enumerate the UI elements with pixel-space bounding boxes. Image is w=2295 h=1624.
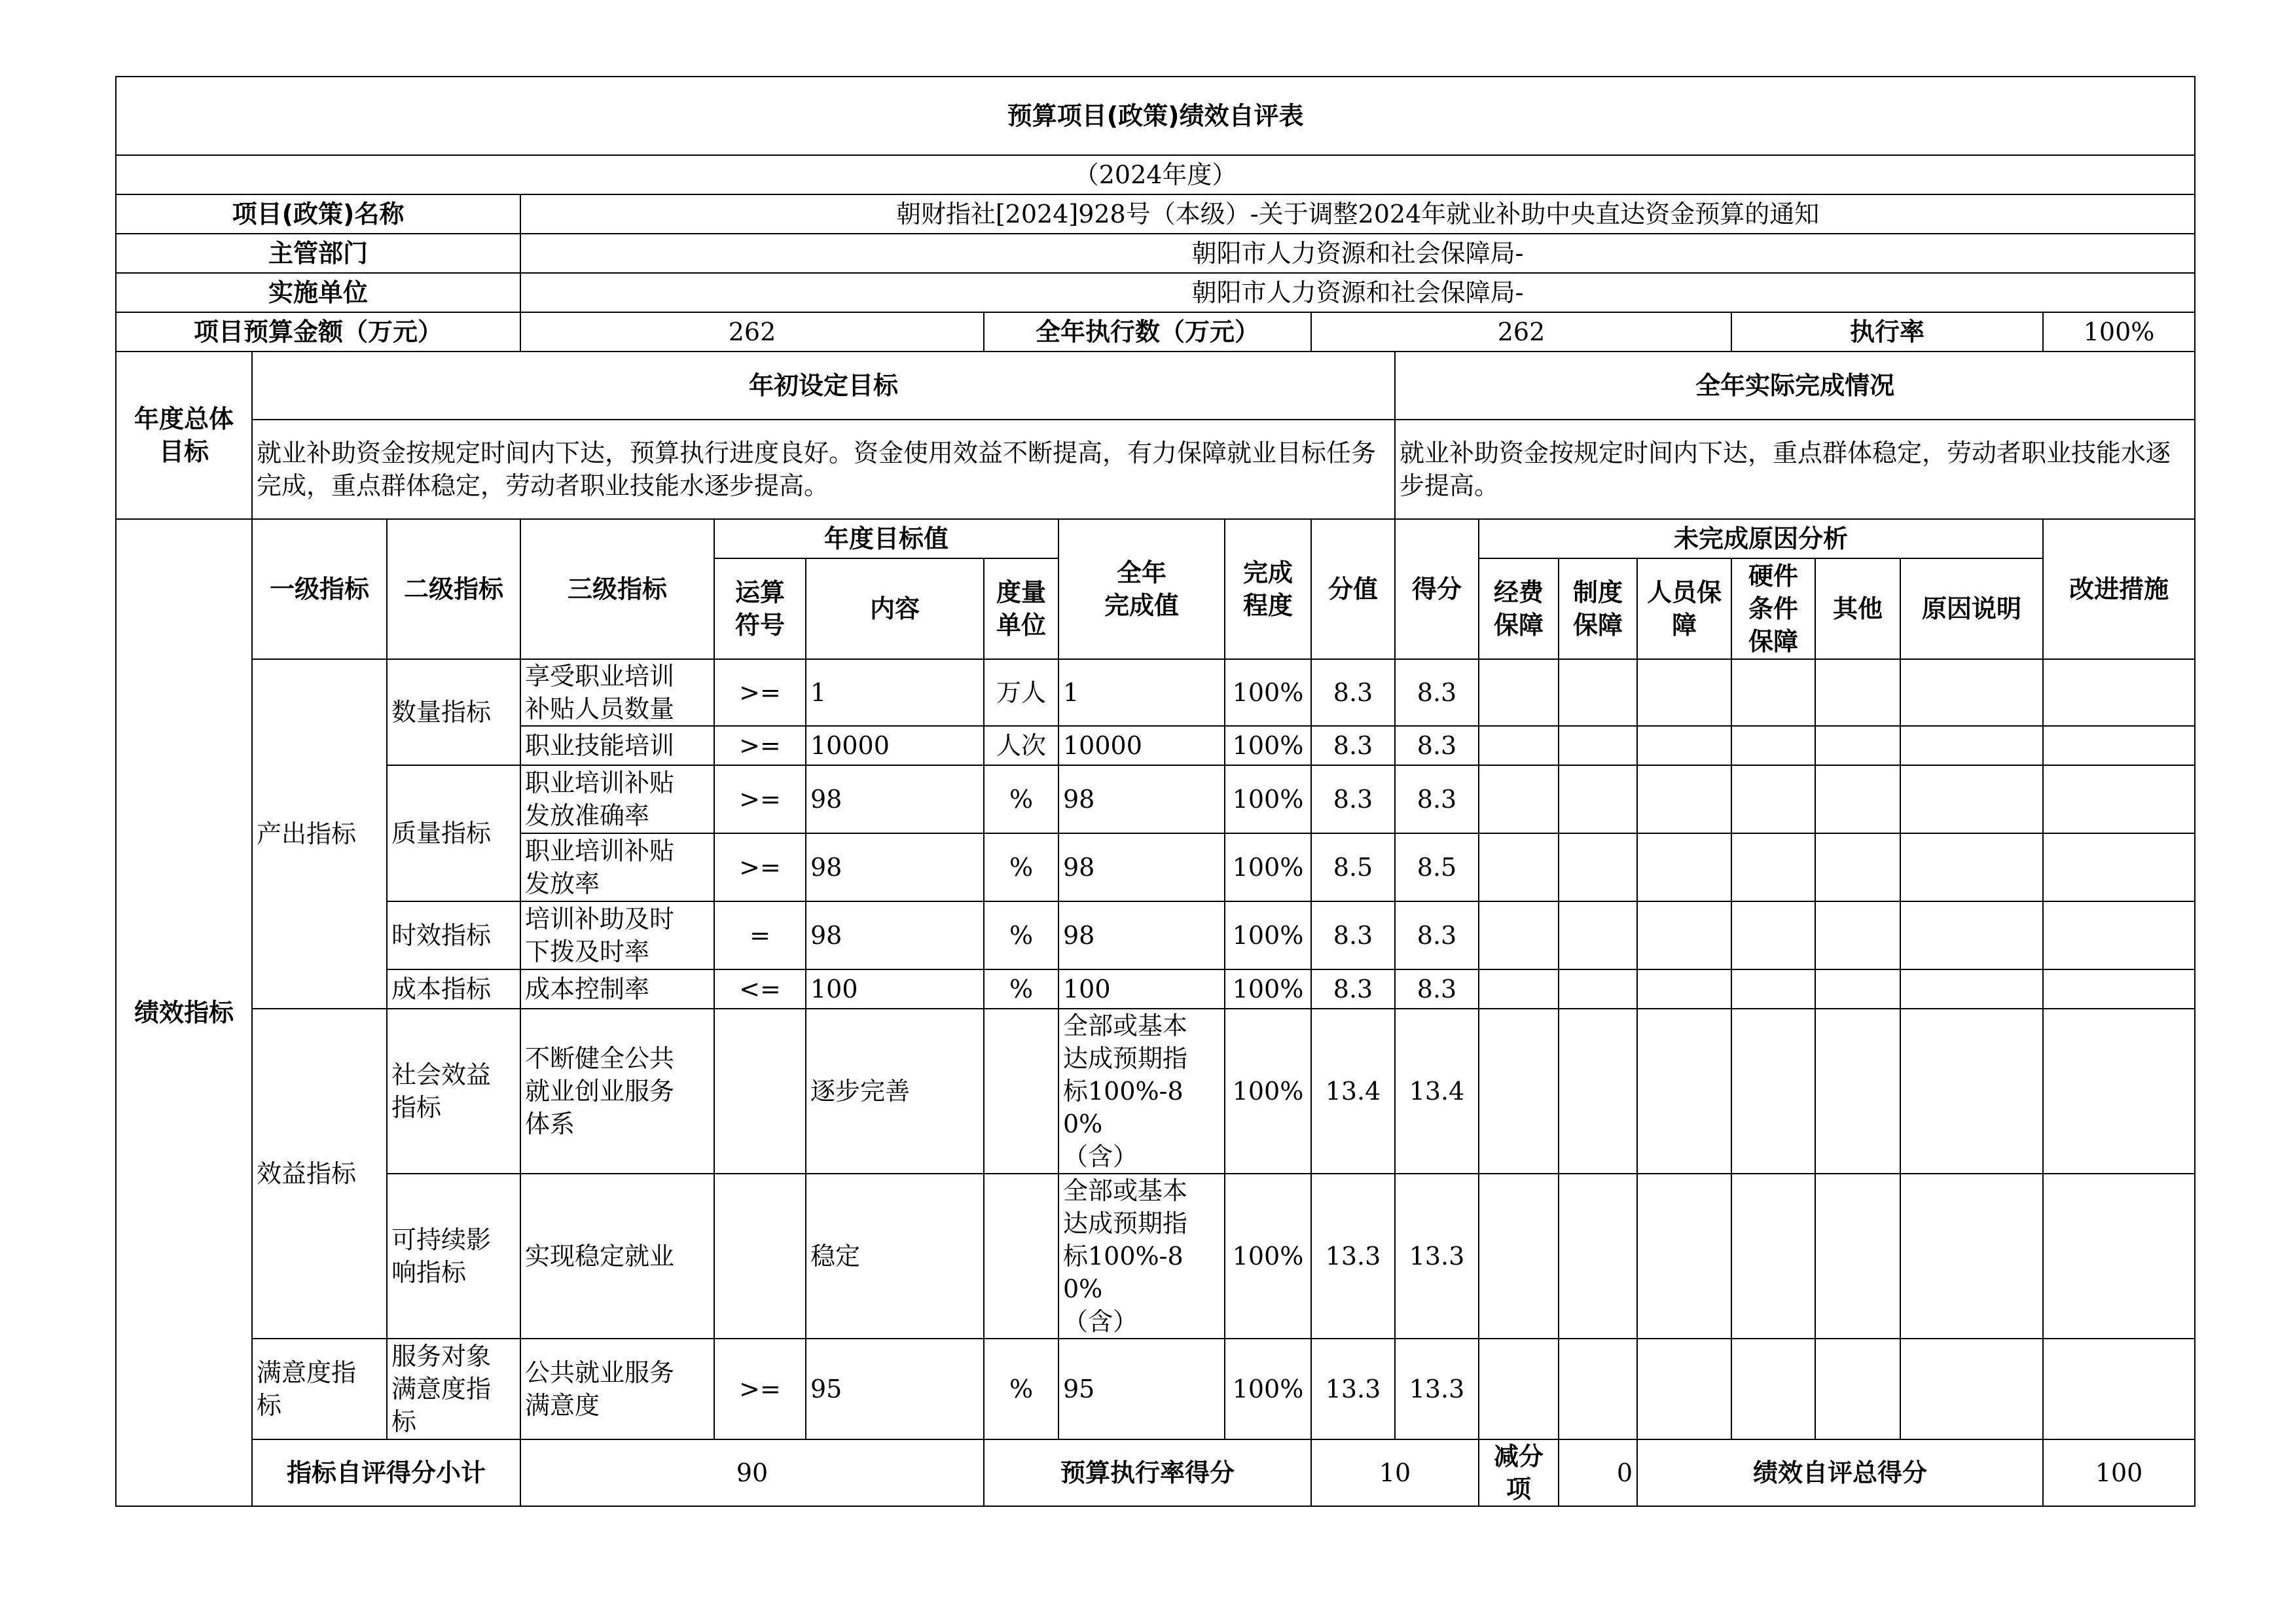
- content-header: 内容: [806, 558, 984, 659]
- completion-cell: 100%: [1225, 659, 1311, 726]
- unit-cell: %: [984, 1339, 1058, 1439]
- table-row: [116, 1009, 2195, 1174]
- content-cell: 100: [806, 969, 984, 1009]
- actual-cell: 98: [1058, 901, 1225, 969]
- rate-value: 100%: [2043, 312, 2195, 352]
- content-cell: 98: [806, 901, 984, 969]
- operator-cell: >=: [714, 726, 806, 765]
- score-cell: 8.3: [1395, 659, 1479, 726]
- table-row: [116, 659, 2195, 726]
- target-group-header: 年度目标值: [714, 519, 1058, 558]
- level1-benefit: 效益指标: [252, 1009, 387, 1339]
- level3-cell: 公共就业服务 满意度: [520, 1339, 714, 1439]
- actual-cell: 100: [1058, 969, 1225, 1009]
- score-value-header: 分值: [1311, 519, 1395, 659]
- operator-cell: <=: [714, 969, 806, 1009]
- value-cell: 8.3: [1311, 765, 1395, 833]
- content-cell: 10000: [806, 726, 984, 765]
- unit-label: 实施单位: [116, 273, 520, 312]
- value-cell: 13.3: [1311, 1339, 1395, 1439]
- project-name: 朝财指社[2024]928号（本级）-关于调整2024年就业补助中央直达资金预算的通知: [520, 194, 2195, 234]
- subtotal-label: 指标自评得分小计: [252, 1439, 520, 1506]
- actual-cell: 95: [1058, 1339, 1225, 1439]
- content-cell: 98: [806, 833, 984, 901]
- level2-quantity: 数量指标: [387, 659, 520, 765]
- table-row: [116, 765, 2195, 833]
- score-cell: 8.3: [1395, 765, 1479, 833]
- budget-value: 262: [520, 312, 984, 352]
- level2-service: 服务对象 满意度指 标: [387, 1339, 520, 1439]
- level2-sustain: 可持续影 响指标: [387, 1174, 520, 1339]
- actual-cell: 98: [1058, 833, 1225, 901]
- budget-score-value: 10: [1311, 1439, 1479, 1506]
- operator-cell: >=: [714, 1339, 806, 1439]
- actual-goal-label: 全年实际完成情况: [1395, 352, 2195, 420]
- content-cell: 1: [806, 659, 984, 726]
- unit-cell: %: [984, 765, 1058, 833]
- score-cell: 8.5: [1395, 833, 1479, 901]
- page-title: 预算项目(政策)绩效自评表: [116, 77, 2195, 155]
- operator-cell: =: [714, 901, 806, 969]
- value-cell: 8.3: [1311, 901, 1395, 969]
- planned-goal-label: 年初设定目标: [252, 352, 1395, 420]
- actual-cell: 全部或基本 达成预期指 标100%-80% （含）: [1058, 1009, 1225, 1174]
- table-row: [116, 1174, 2195, 1339]
- completion-cell: 100%: [1225, 1339, 1311, 1439]
- completion-cell: 100%: [1225, 901, 1311, 969]
- value-cell: 13.4: [1311, 1009, 1395, 1174]
- content-cell: 95: [806, 1339, 984, 1439]
- unit-cell: %: [984, 833, 1058, 901]
- actual-cell: 1: [1058, 659, 1225, 726]
- level1-header: 一级指标: [252, 519, 387, 659]
- level2-cost: 成本指标: [387, 969, 520, 1009]
- deduct-value: 0: [1559, 1439, 1637, 1506]
- reason-group-header: 未完成原因分析: [1479, 519, 2043, 558]
- score-cell: 13.3: [1395, 1339, 1479, 1439]
- actual-cell: 98: [1058, 765, 1225, 833]
- actual-cell: 10000: [1058, 726, 1225, 765]
- budget-label: 项目预算金额（万元）: [116, 312, 520, 352]
- level2-quality: 质量指标: [387, 765, 520, 901]
- level3-cell: 实现稳定就业: [520, 1174, 714, 1339]
- actual-cell: 全部或基本 达成预期指 标100%-80% （含）: [1058, 1174, 1225, 1339]
- rate-label: 执行率: [1731, 312, 2043, 352]
- score-cell: 8.3: [1395, 726, 1479, 765]
- operator-cell: >=: [714, 765, 806, 833]
- operator-header: 运算 符号: [714, 558, 806, 659]
- subtotal-value: 90: [520, 1439, 984, 1506]
- table-row: [116, 969, 2195, 1009]
- actual-goal-text: 就业补助资金按规定时间内下达，重点群体稳定，劳动者职业技能水逐步提高。: [1395, 420, 2195, 519]
- value-cell: 8.3: [1311, 726, 1395, 765]
- completion-header: 完成 程度: [1225, 519, 1311, 659]
- completion-cell: 100%: [1225, 726, 1311, 765]
- level3-cell: 享受职业培训 补贴人员数量: [520, 659, 714, 726]
- score-cell: 8.3: [1395, 969, 1479, 1009]
- dept-value: 朝阳市人力资源和社会保障局-: [520, 234, 2195, 273]
- deduct-label: 减分项: [1479, 1439, 1559, 1506]
- dept-label: 主管部门: [116, 234, 520, 273]
- level3-cell: 成本控制率: [520, 969, 714, 1009]
- actual-header: 全年 完成值: [1058, 519, 1225, 659]
- content-cell: 逐步完善: [806, 1009, 984, 1174]
- table-row: [116, 1339, 2195, 1439]
- unit-value: 朝阳市人力资源和社会保障局-: [520, 273, 2195, 312]
- unit-cell: [984, 1174, 1058, 1339]
- evaluation-table: [115, 76, 2196, 1507]
- value-cell: 8.3: [1311, 969, 1395, 1009]
- score-cell: 13.4: [1395, 1009, 1479, 1174]
- total-label: 绩效自评总得分: [1637, 1439, 2043, 1506]
- perf-indicators-label: 绩效指标: [116, 519, 252, 1506]
- evaluation-form: [115, 76, 2194, 1504]
- reason-other-header: 其他: [1815, 558, 1900, 659]
- improve-header: 改进措施: [2043, 519, 2195, 659]
- completion-cell: 100%: [1225, 765, 1311, 833]
- completion-cell: 100%: [1225, 1009, 1311, 1174]
- content-cell: 98: [806, 765, 984, 833]
- reason-system-header: 制度 保障: [1559, 558, 1637, 659]
- total-value: 100: [2043, 1439, 2195, 1506]
- unit-cell: %: [984, 901, 1058, 969]
- level3-cell: 职业培训补贴 发放准确率: [520, 765, 714, 833]
- score-cell: 8.3: [1395, 901, 1479, 969]
- completion-cell: 100%: [1225, 969, 1311, 1009]
- executed-value: 262: [1311, 312, 1731, 352]
- unit-header: 度量 单位: [984, 558, 1058, 659]
- goals-label: 年度总体 目标: [116, 352, 252, 519]
- reason-explain-header: 原因说明: [1900, 558, 2043, 659]
- planned-goal-text: 就业补助资金按规定时间内下达，预算执行进度良好。资金使用效益不断提高，有力保障就业目标任务完成，重点群体稳定，劳动者职业技能水逐步提高。: [252, 420, 1395, 519]
- unit-cell: 万人: [984, 659, 1058, 726]
- unit-cell: 人次: [984, 726, 1058, 765]
- table-row: [116, 901, 2195, 969]
- project-name-label: 项目(政策)名称: [116, 194, 520, 234]
- budget-score-label: 预算执行率得分: [984, 1439, 1311, 1506]
- score-cell: 13.3: [1395, 1174, 1479, 1339]
- operator-cell: >=: [714, 833, 806, 901]
- report-year: （2024年度）: [116, 155, 2195, 194]
- completion-cell: 100%: [1225, 1174, 1311, 1339]
- level2-social: 社会效益 指标: [387, 1009, 520, 1174]
- value-cell: 8.5: [1311, 833, 1395, 901]
- completion-cell: 100%: [1225, 833, 1311, 901]
- value-cell: 8.3: [1311, 659, 1395, 726]
- level3-cell: 培训补助及时 下拨及时率: [520, 901, 714, 969]
- level2-header: 二级指标: [387, 519, 520, 659]
- operator-cell: [714, 1174, 806, 1339]
- unit-cell: %: [984, 969, 1058, 1009]
- level3-cell: 不断健全公共 就业创业服务 体系: [520, 1009, 714, 1174]
- level3-header: 三级指标: [520, 519, 714, 659]
- reason-funds-header: 经费 保障: [1479, 558, 1559, 659]
- executed-label: 全年执行数（万元）: [984, 312, 1311, 352]
- level1-output: 产出指标: [252, 659, 387, 1009]
- value-cell: 13.3: [1311, 1174, 1395, 1339]
- reason-staff-header: 人员保 障: [1637, 558, 1731, 659]
- level3-cell: 职业技能培训: [520, 726, 714, 765]
- unit-cell: [984, 1009, 1058, 1174]
- operator-cell: [714, 1009, 806, 1174]
- content-cell: 稳定: [806, 1174, 984, 1339]
- level2-timeliness: 时效指标: [387, 901, 520, 969]
- level1-satisfaction: 满意度指 标: [252, 1339, 387, 1439]
- score-header: 得分: [1395, 519, 1479, 659]
- operator-cell: >=: [714, 659, 806, 726]
- level3-cell: 职业培训补贴 发放率: [520, 833, 714, 901]
- reason-hardware-header: 硬件 条件 保障: [1731, 558, 1815, 659]
